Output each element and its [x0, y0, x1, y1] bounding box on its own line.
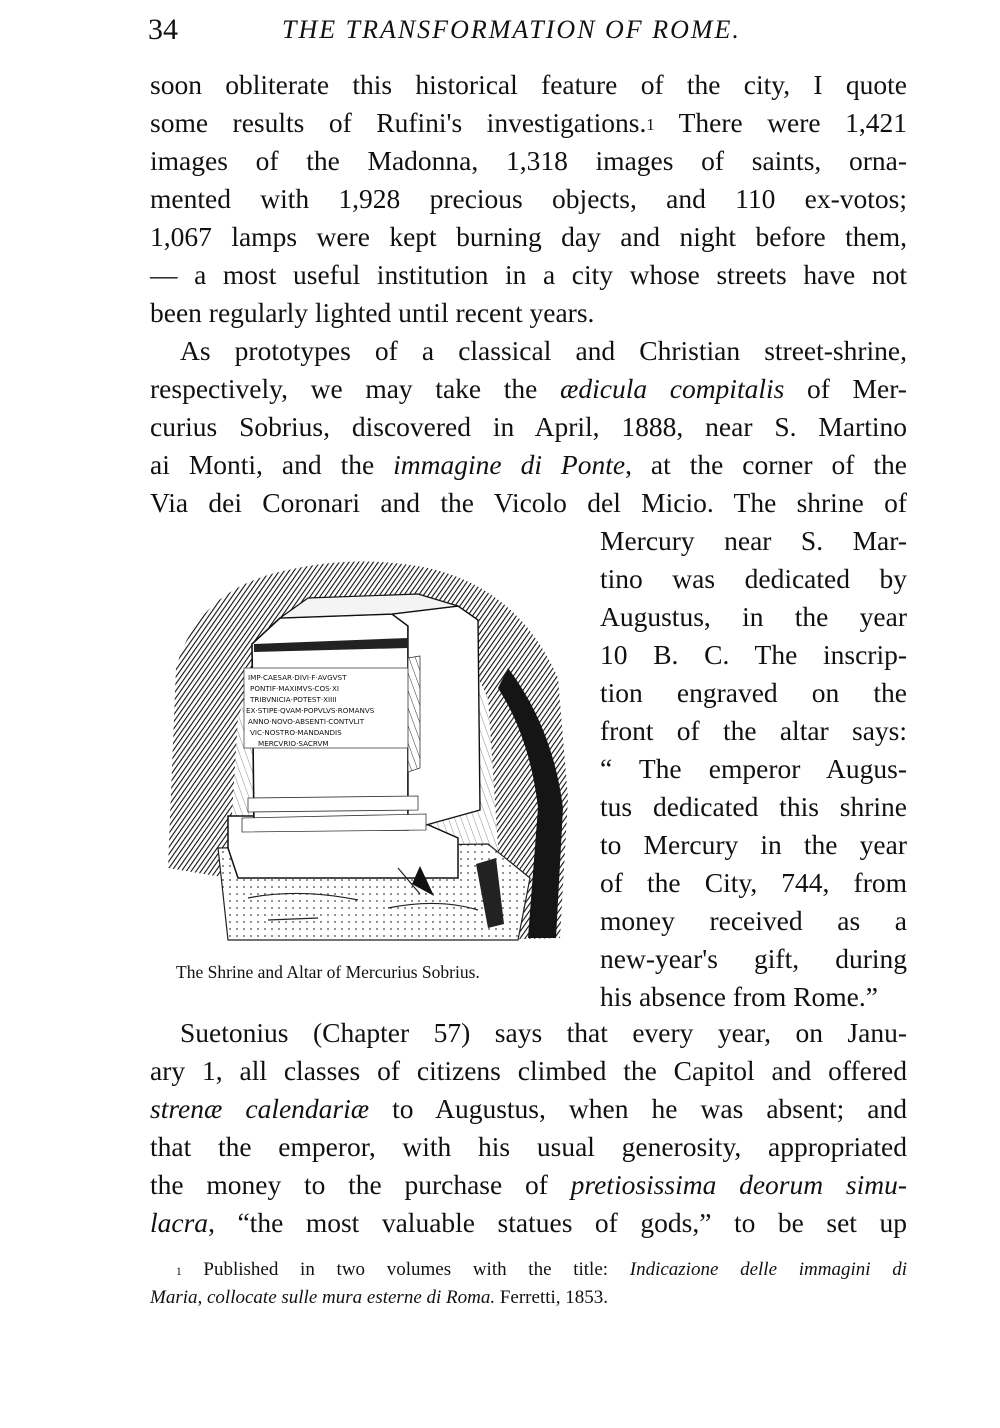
text-fragment: the money to the purchase of — [150, 1169, 571, 1200]
text-line — [150, 1166, 907, 1204]
footnote-marker: 1 — [176, 1266, 182, 1278]
text-line: money received as a — [600, 905, 907, 936]
column-fragment — [408, 656, 420, 772]
latin-term: strenæ calendariæ — [150, 1093, 370, 1124]
footnote — [150, 1256, 907, 1312]
figure-caption: The Shrine and Altar of Mercurius Sobrius. — [176, 962, 480, 982]
text-line: that the emperor, with his usual generosity, appropriated — [150, 1131, 907, 1162]
inscription-line: EX·STIPE·QVAM·POPVLVS·ROMANVS — [246, 706, 375, 715]
paragraph-suetonius — [150, 1014, 907, 1242]
text-line: new-year's gift, during — [600, 943, 907, 974]
text-line: front of the altar says: — [600, 715, 907, 746]
italian-term: immagine di Ponte — [393, 449, 626, 480]
text-fragment: Published in two volumes with the title: — [181, 1259, 630, 1280]
latin-term: ædicula compitalis — [560, 373, 785, 404]
latin-term: lacra — [150, 1207, 209, 1238]
text-line — [150, 1204, 907, 1242]
footnote-line — [150, 1256, 907, 1284]
text-line: of the City, 744, from — [600, 867, 907, 898]
text-fragment: , at the corner of the — [625, 449, 907, 480]
text-line — [150, 104, 907, 142]
paragraph-rufini — [150, 66, 907, 522]
text-line: tion engraved on the — [600, 677, 907, 708]
text-line: ary 1, all classes of citizens climbed the Capitol and offered — [150, 1055, 907, 1086]
text-line: been regularly lighted until recent years. — [150, 297, 595, 328]
altar-step — [248, 796, 418, 812]
text-fragment: There were 1,421 — [654, 107, 907, 138]
text-fragment: of Mer- — [784, 373, 907, 404]
text-line: Mercury near S. Mar- — [600, 525, 907, 556]
text-line: curius Sobrius, discovered in April, 1888, near S. Martino — [150, 411, 907, 442]
inscription-line: PONTIF·MAXIMVS·COS·XI — [250, 684, 339, 693]
text-line: mented with 1,928 precious objects, and 110 ex-votos; — [150, 183, 907, 214]
text-line: As prototypes of a classical and Christian street-shrine, — [180, 335, 907, 366]
text-line: tino was dedicated by — [600, 563, 907, 594]
text-line: Suetonius (Chapter 57) says that every year, on Janu- — [180, 1017, 907, 1048]
latin-term: pretiosissima deorum simu- — [570, 1169, 907, 1200]
text-line — [150, 1090, 907, 1128]
running-title: THE TRANSFORMATION OF ROME. — [282, 15, 741, 44]
text-line: Via dei Coronari and the Vicolo del Micio. The shrine of — [150, 487, 907, 518]
text-fragment: to Augustus, when he was absent; and — [369, 1093, 907, 1124]
text-line: tus dedicated this shrine — [600, 791, 907, 822]
text-fragment: , “the most valuable statues of gods,” to be set up — [208, 1207, 907, 1238]
text-line: to Mercury in the year — [600, 829, 907, 860]
text-line: 10 B. C. The inscrip- — [600, 639, 907, 670]
text-line — [150, 446, 907, 484]
shrine-illustration — [158, 548, 578, 948]
text-line: “ The emperor Augus- — [600, 753, 907, 784]
inscription-line: ANNO·NOVO·ABSENTI·CONTVLIT — [248, 717, 365, 726]
text-fragment: respectively, we may take the — [150, 373, 561, 404]
inscription-line: TRIBVNICIA·POTEST·XIIII — [250, 695, 337, 704]
page-header — [148, 10, 908, 50]
inscription-line: MERCVRIO·SACRVM — [258, 739, 329, 748]
text-line: — a most useful institution in a city whose streets have not — [150, 259, 907, 290]
footnote-line — [150, 1284, 907, 1312]
text-line: soon obliterate this historical feature of the city, I quote — [150, 69, 907, 100]
text-line — [150, 370, 907, 408]
page-number: 34 — [148, 13, 178, 46]
text-fragment: some results of Rufini's investigations. — [150, 107, 647, 138]
footnote-reference[interactable]: 1 — [646, 115, 655, 134]
book-title: Indicazione delle immagini di — [629, 1259, 907, 1280]
altar-engraving — [158, 548, 578, 948]
inscription-line: VIC·NOSTRO·MANDANDIS — [250, 728, 342, 737]
text-line: Augustus, in the year — [600, 601, 907, 632]
text-line: his absence from Rome.” — [600, 981, 878, 1012]
text-beside-figure — [600, 522, 907, 1016]
text-line: images of the Madonna, 1,318 images of saints, orna- — [150, 145, 907, 176]
text-fragment: ai Monti, and the — [150, 449, 394, 480]
text-line: 1,067 lamps were kept burning day and night before them, — [150, 221, 907, 252]
book-title: Maria, collocate sulle mura esterne di Roma. — [150, 1287, 496, 1308]
text-fragment: Ferretti, 1853. — [495, 1287, 609, 1308]
inscription-line: IMP·CAESAR·DIVI·F·AVGVST — [248, 673, 347, 682]
